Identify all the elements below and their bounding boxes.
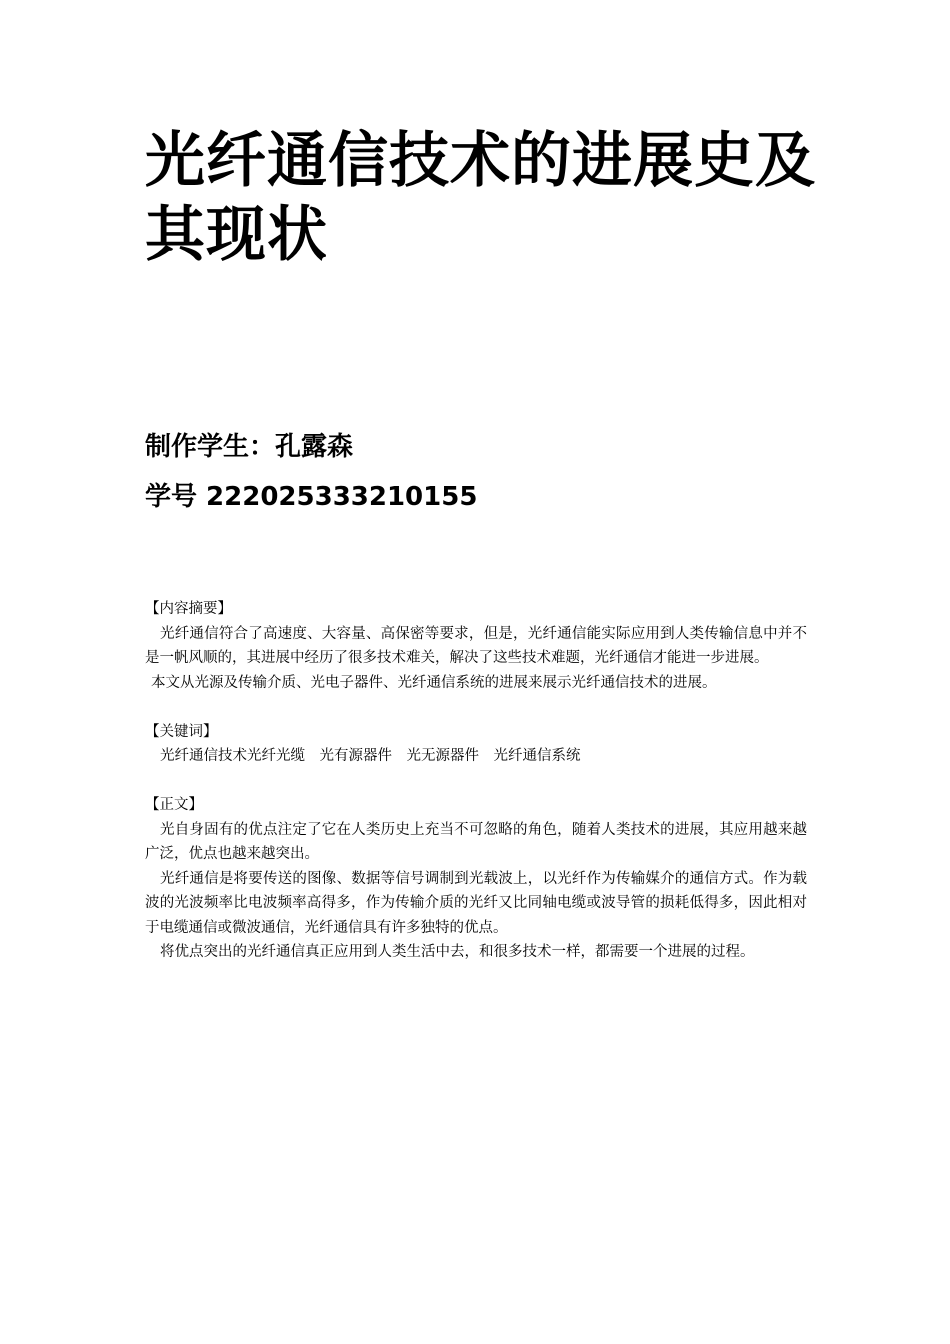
spacer <box>145 769 807 794</box>
document-body <box>145 597 807 965</box>
document-title: 光纤通信技术的进展史及其现状 <box>145 126 816 270</box>
keywords-list: 光纤通信技术光纤光缆 光有源器件 光无源器件 光纤通信系统 <box>160 748 581 764</box>
student-id-line: 学号 222025333210155 <box>145 482 478 512</box>
body-paragraph: 将优点突出的光纤通信真正应用到人类生活中去，和很多技术一样，都需要一个进展的过程。 <box>160 944 755 960</box>
abstract-paragraph: 光纤通信符合了高速度、大容量、高保密等要求，但是，光纤通信能实际应用到人类传输信息中并不是一帆风顺的，其进展中经历了很多技术难关，解决了这些技术难题，光纤通信才能进一步进展。 <box>145 625 807 666</box>
author-line: 制作学生：孔露森 <box>145 432 354 462</box>
keywords-heading: 【关键词】 <box>145 723 218 740</box>
abstract-paragraph: 本文从光源及传输介质、光电子器件、光纤通信系统的进展来展示光纤通信技术的进展。 <box>151 674 717 691</box>
body-heading: 【正文】 <box>145 797 203 813</box>
abstract-heading: 【内容摘要】 <box>145 601 232 617</box>
body-paragraph: 光纤通信是将要传送的图像、数据等信号调制到光载波上，以光纤作为传输媒介的通信方式。作为载波的光波频率比电波频率高得多，作为传输介质的光纤又比同轴电缆或波导管的损耗低得多，因此相对于电缆通信或微波通信，光纤通信具有许多独特的优点。 <box>145 870 807 936</box>
body-paragraph: 光自身固有的优点注定了它在人类历史上充当不可忽略的角色，随着人类技术的进展，其应用越来越广泛，优点也越来越突出。 <box>145 821 807 862</box>
spacer <box>145 695 807 720</box>
